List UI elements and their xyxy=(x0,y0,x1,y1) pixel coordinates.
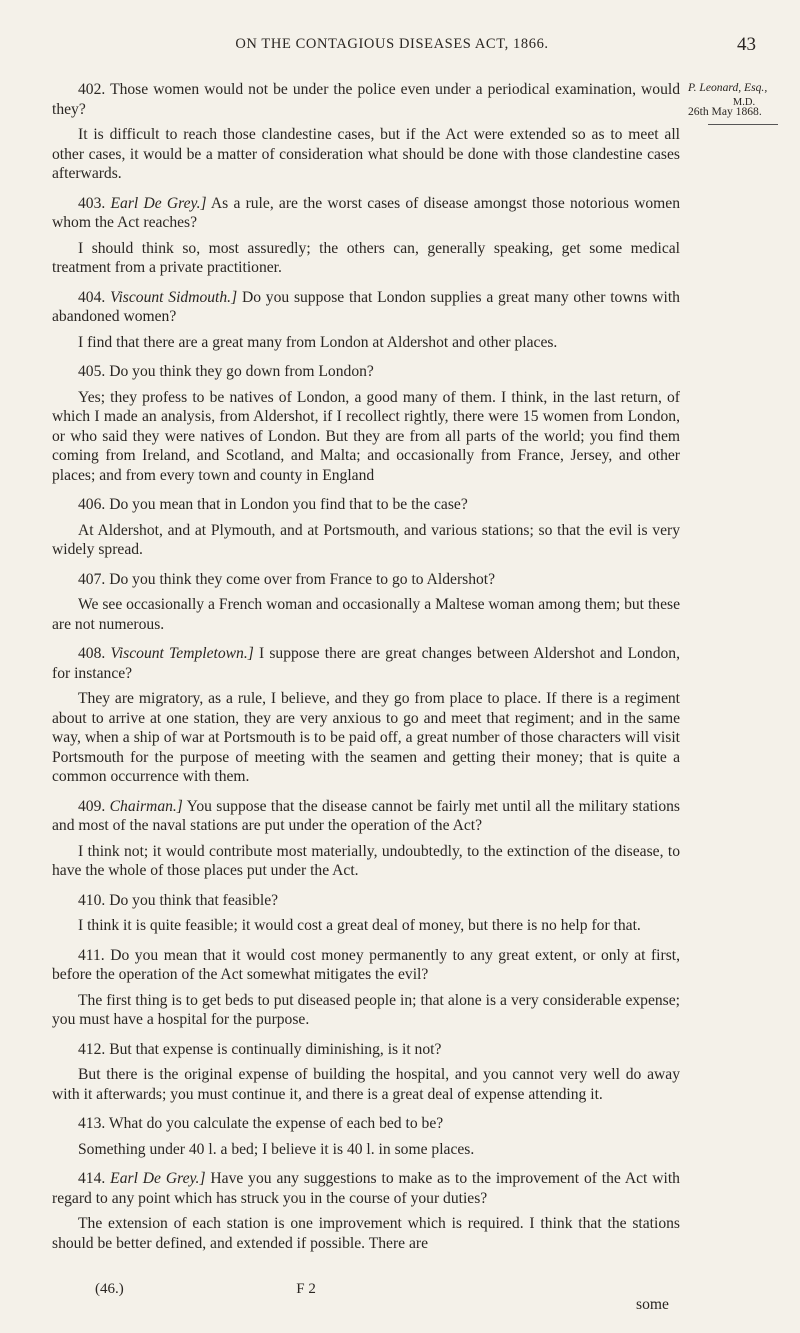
questioner-name: Viscount Templetown.] xyxy=(110,645,254,662)
question-number: 413. xyxy=(78,1115,106,1132)
questioner-name: Viscount Sidmouth.] xyxy=(110,288,238,306)
answer-text: But there is the original expense of building the hospital, and you cannot very well do away with it afterwards; you must continue it, and there is a great deal of expense attending it. xyxy=(52,1066,680,1103)
question-number: 405. xyxy=(78,363,106,380)
question-paragraph xyxy=(52,1040,680,1060)
running-header xyxy=(52,34,760,58)
question-text: Do you suppose that London supplies a great many other towns with abandoned women? xyxy=(52,288,680,325)
folio: (46.) xyxy=(95,1281,124,1297)
answer-text: The extension of each station is one improvement which is required. I think that the stations should be better defined, and extended if possible. There are xyxy=(52,1215,680,1252)
questioner-name: Earl De Grey.] xyxy=(110,194,207,212)
question-text: Have you any suggestions to make as to the improvement of the Act with regard to any point which has struck you in the course of your duties? xyxy=(52,1170,680,1207)
answer-paragraph xyxy=(52,916,680,936)
answer-paragraph xyxy=(52,521,680,560)
question-number: 407. xyxy=(78,570,106,588)
answer-text: I find that there are a great many from London at Aldershot and other places. xyxy=(78,333,558,351)
witness-name: P. Leonard, Esq., xyxy=(688,81,768,94)
answer-paragraph xyxy=(52,125,680,184)
answer-paragraph xyxy=(52,1140,680,1160)
catchword: some xyxy=(636,1296,669,1313)
page-number: 43 xyxy=(737,34,756,55)
answer-paragraph xyxy=(52,388,680,486)
question-paragraph xyxy=(52,194,680,233)
answer-text: We see occasionally a French woman and occasionally a Maltese woman among them; but these are not numerous. xyxy=(52,596,680,633)
answer-text: I think it is quite feasible; it would cost a great deal of money, but there is no help for that. xyxy=(78,917,641,934)
answer-paragraph xyxy=(52,991,680,1030)
answer-paragraph xyxy=(52,1214,680,1253)
question-paragraph xyxy=(52,362,680,382)
answer-paragraph xyxy=(52,1065,680,1104)
folio-and-signature xyxy=(95,1281,316,1298)
answer-text: I should think so, most assuredly; the others can, generally speaking, get some medical treatment from a private practitioner. xyxy=(52,239,680,276)
margin-date-note xyxy=(688,104,800,125)
evidence-date: 26th May 1868. xyxy=(688,105,762,118)
question-text: You suppose that the disease cannot be fairly met until all the military stations and most of the naval stations are put under the operation of the Act? xyxy=(52,797,680,834)
question-text: But that expense is continually diminishing, is it not? xyxy=(109,1040,442,1058)
question-number: 402. xyxy=(78,81,106,98)
answer-text: The first thing is to get beds to put diseased people in; that alone is a very considerable expense; you must have a hospital for the purpose. xyxy=(52,991,680,1028)
question-text: Do you think they go down from London? xyxy=(109,363,374,380)
question-paragraph xyxy=(52,891,680,911)
answer-text: At Aldershot, and at Plymouth, and at Portsmouth, and various stations; so that the evil is very widely spread. xyxy=(52,521,680,558)
question-number: 403. xyxy=(78,194,106,212)
questioner-name: Earl De Grey.] xyxy=(110,1170,206,1187)
question-paragraph xyxy=(52,644,680,683)
question-paragraph xyxy=(52,797,680,836)
answer-text: They are migratory, as a rule, I believe, and they go from place to place. If there is a regiment about to arrive at one station, they are very anxious to go and meet that regiment; and in the same way, when a ship of war at Portsmouth is to be paid off, a great number of those characters will visit Portsmouth for the purpose of meeting with the seamen and getting their money; that is quite a common occurrence with them. xyxy=(52,690,680,785)
questioner-name: Chairman.] xyxy=(109,797,183,815)
answer-paragraph xyxy=(52,333,680,353)
answer-text: Something under 40 l. a bed; I believe it is 40 l. in some places. xyxy=(78,1140,475,1158)
question-paragraph xyxy=(52,288,680,327)
answer-text: I think not; it would contribute most materially, undoubtedly, to the extinction of the disease, to have the whole of those places put under the Act. xyxy=(52,842,680,879)
answer-paragraph xyxy=(52,689,680,787)
answer-paragraph xyxy=(52,239,680,278)
question-number: 409. xyxy=(78,797,106,815)
question-text: Do you think that feasible? xyxy=(109,891,279,909)
question-paragraph xyxy=(52,80,680,119)
question-text: Do you mean that in London you find that to be the case? xyxy=(109,496,468,513)
question-number: 406. xyxy=(78,496,106,513)
question-paragraph xyxy=(52,495,680,515)
question-text: Do you think they come over from France to go to Aldershot? xyxy=(109,570,496,588)
answer-paragraph xyxy=(52,842,680,881)
question-number: 408. xyxy=(78,645,106,662)
question-paragraph xyxy=(52,1114,680,1134)
question-number: 414. xyxy=(78,1170,106,1187)
question-text: Do you mean that it would cost money permanently to any great extent, or only at first, before the operation of the Act somewhat mitigates the evil? xyxy=(52,946,680,983)
answer-text: It is difficult to reach those clandestine cases, but if the Act were extended so as to meet all other cases, it would be a matter of consideration what should be done with those clandestine cases afterwards. xyxy=(52,126,680,182)
question-paragraph xyxy=(52,1169,680,1208)
question-paragraph xyxy=(52,570,680,590)
signature-mark: F 2 xyxy=(296,1281,316,1297)
witness-degree: M.D. xyxy=(732,97,756,108)
question-text: As a rule, are the worst cases of disease amongst those notorious women whom the Act reaches? xyxy=(52,194,681,231)
question-paragraph xyxy=(52,946,680,985)
question-number: 404. xyxy=(78,288,106,306)
question-text: Those women would not be under the police even under a periodical examination, would they? xyxy=(52,81,680,118)
question-number: 412. xyxy=(78,1040,106,1058)
margin-rule xyxy=(708,124,778,125)
question-number: 411. xyxy=(78,946,105,964)
answer-paragraph xyxy=(52,595,680,634)
answer-text: Yes; they profess to be natives of London, a good many of them. I think, in the last return, of which I made an analysis, from Aldershot, if I recollect rightly, there were 15 women from London, or who said they were natives of London. But they are from all parts of the world; you find them coming from Ireland, and Scotland, and Malta; and occasionally from France, Jersey, and other places; and from every town and county in England xyxy=(52,388,680,484)
question-number: 410. xyxy=(78,891,106,909)
running-title: ON THE CONTAGIOUS DISEASES ACT, 1866. xyxy=(235,36,549,52)
question-text: What do you calculate the expense of each bed to be? xyxy=(108,1115,444,1132)
evidence-text xyxy=(52,80,680,1253)
question-text: I suppose there are great changes between Aldershot and London, for instance? xyxy=(52,645,680,682)
